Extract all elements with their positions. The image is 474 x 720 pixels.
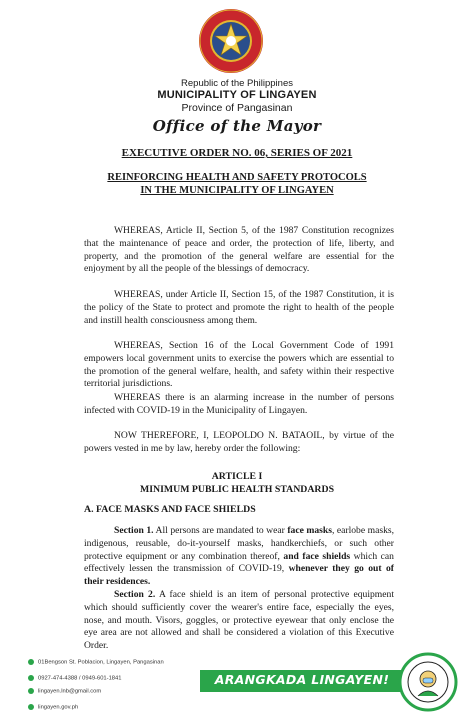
article-number: ARTICLE I bbox=[211, 471, 263, 482]
email-icon bbox=[28, 688, 34, 694]
municipality-name: MUNICIPALITY OF LINGAYEN bbox=[157, 89, 317, 101]
text-run: All persons are mandated to wear bbox=[153, 525, 288, 536]
executive-order-title: EXECUTIVE ORDER NO. 06, SERIES OF 2021 bbox=[121, 147, 353, 159]
email-text: lingayen.lnb@gmail.com bbox=[38, 688, 102, 695]
globe-icon bbox=[28, 704, 34, 710]
website-line bbox=[28, 704, 78, 711]
letterhead-footer bbox=[0, 642, 474, 720]
article-title: MINIMUM PUBLIC HEALTH STANDARDS bbox=[139, 483, 335, 495]
text-run-bold: whenever they go out of their residences. bbox=[84, 563, 394, 588]
slogan-banner bbox=[200, 670, 404, 692]
phone-line bbox=[28, 675, 121, 682]
whereas-paragraph-3 bbox=[84, 340, 394, 391]
paragraph-text bbox=[84, 525, 394, 589]
order-subject bbox=[0, 171, 474, 197]
paragraph-text: WHEREAS, Section 16 of the Local Government Code of 1991 empowers local government units to exercise the powers which are essential to the promotion of the general welfare, health, and safety within their respective territorial jurisdictions. bbox=[84, 340, 394, 390]
subject-line-2: IN THE MUNICIPALITY OF LINGAYEN bbox=[140, 185, 334, 196]
address-text: 01Bengson St. Poblacion, Lingayen, Pangasinan bbox=[38, 659, 164, 666]
text-run: , earlobe masks, indigenous, reusable, do-it-yourself masks, handkerchiefs, or such other protective equipment or any combination thereof, bbox=[84, 525, 394, 562]
article-heading bbox=[0, 471, 474, 496]
subject-line-1: REINFORCING HEALTH AND SAFETY PROTOCOLS bbox=[107, 172, 367, 183]
republic-line: Republic of the Philippines bbox=[181, 78, 293, 89]
whereas-paragraph-4 bbox=[84, 392, 394, 418]
text-run: which can effectively lessen the transmission of COVID-19, bbox=[84, 550, 394, 575]
phone-text: 0927-474-4388 / 0949-601-1841 bbox=[38, 675, 122, 682]
now-therefore-paragraph bbox=[84, 430, 394, 456]
paragraph-text: WHEREAS there is an alarming increase in the number of persons infected with COVID-19 in the Municipality of Lingayen. bbox=[84, 392, 394, 416]
paragraph-text: NOW THEREFORE, I, LEOPOLDO N. BATAOIL, by virtue of the powers vested in me by law, hereby order the following: bbox=[84, 430, 394, 454]
text-run-bold: face masks bbox=[287, 525, 332, 536]
section-2-label: Section 2. bbox=[114, 589, 156, 600]
address-line bbox=[28, 659, 164, 666]
section-1-paragraph bbox=[84, 525, 394, 589]
text-run: A face shield is an item of personal protective equipment which should sufficiently cover the wearer's entire face, especially the eyes, nose, and mouth. Visors, goggles, or protective eyewear that only enclose the eye area are not allowed and shall be considered a violation of this Executive Order. bbox=[84, 589, 394, 652]
section-1-label: Section 1. bbox=[114, 525, 154, 536]
phone-icon bbox=[28, 675, 34, 681]
website-text: lingayen.gov.ph bbox=[38, 704, 79, 711]
email-line bbox=[28, 688, 101, 695]
paragraph-text: WHEREAS, Article II, Section 5, of the 1987 Constitution recognizes that the maintenance of peace and order, the protection of life, liberty, and property, and the promotion of the general welfare are essential for the enjoyment by all the people of the blessings of democracy. bbox=[84, 225, 394, 275]
longkod-badge-logo bbox=[398, 652, 458, 712]
municipal-seal-logo bbox=[198, 8, 264, 74]
slogan-text: ARANGKADA LINGAYEN! bbox=[214, 672, 390, 687]
whereas-paragraph-1 bbox=[84, 225, 394, 276]
section-heading: A. FACE MASKS AND FACE SHIELDS bbox=[84, 504, 256, 515]
text-run-bold: and face shields bbox=[283, 550, 351, 562]
paragraph-text: WHEREAS, under Article II, Section 15, of the 1987 Constitution, it is the policy of the State to protect and promote the right to health of the people and instill health consciousness among them. bbox=[84, 289, 394, 326]
whereas-paragraph-2 bbox=[84, 289, 394, 327]
province-line: Province of Pangasinan bbox=[181, 102, 293, 114]
office-title: Office of the Mayor bbox=[152, 117, 322, 135]
location-pin-icon bbox=[28, 659, 34, 665]
